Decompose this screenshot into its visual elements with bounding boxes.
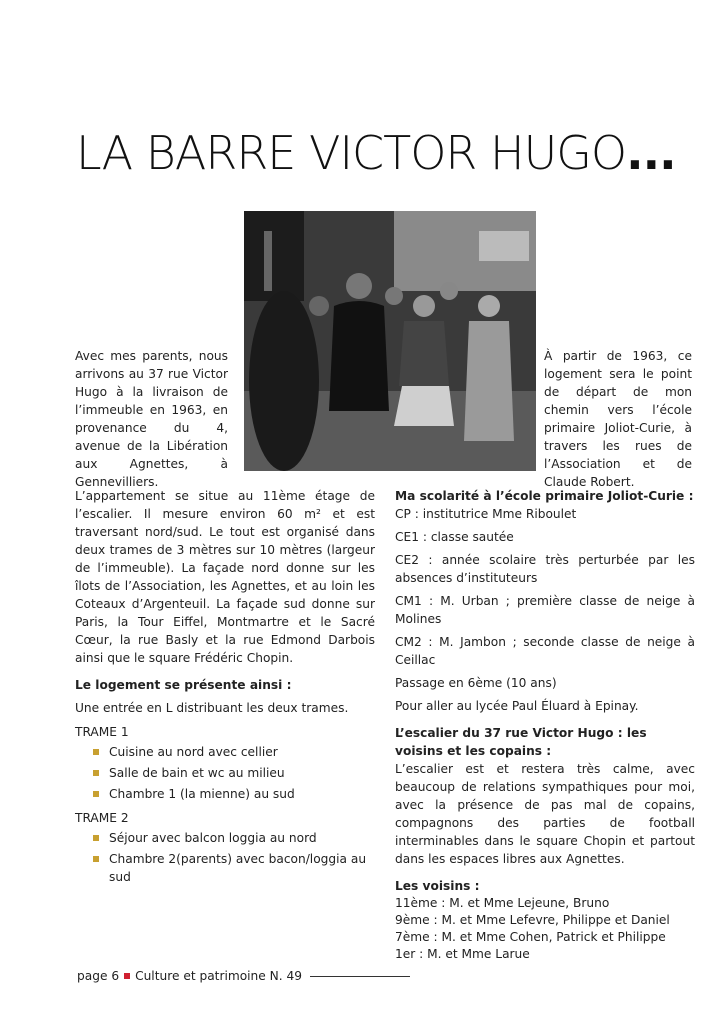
voisins-list <box>395 895 695 963</box>
trame-2-label: TRAME 2 <box>75 811 129 825</box>
escalier-heading: L’escalier du 37 rue Victor Hugo : les voisins et les copains : <box>395 726 647 758</box>
bullet-icon <box>93 791 99 797</box>
publication-name: Culture et patrimoine N. 49 <box>135 969 303 983</box>
archive-photo <box>244 211 536 471</box>
page-footer <box>77 969 410 983</box>
apartment-description: L’appartement se situe au 11ème étage de l’escalier. Il mesure environ 60 m² et est traversant nord/sud. Le tout est organisé dans deux trames de 3 mètres sur 10 mètres (largeur de l’immeuble). La façade nord donne sur les îlots de l’Association, les Agnettes, et au loin les Coteaux d’Argenteuil. La façade sud donne sur Paris, la Tour Eiffel, Montmartre et le Sacré Cœur, la rue Basly et la rue Edmond Darbois ainsi que le square Frédéric Chopin. <box>75 489 375 665</box>
right-column <box>395 487 695 963</box>
title-ellipsis: ... <box>626 126 676 180</box>
trame-1-label: TRAME 1 <box>75 725 129 739</box>
intro-left <box>75 347 228 491</box>
page-number: page 6 <box>77 969 120 983</box>
voisin-line: 7ème : M. et Mme Cohen, Patrick et Philippe <box>395 930 666 944</box>
list-item <box>75 764 375 782</box>
scolarite-line: Pour aller au lycée Paul Éluard à Epinay. <box>395 699 639 713</box>
left-column <box>75 487 375 889</box>
scolarite-line: CP : institutrice Mme Riboulet <box>395 507 577 521</box>
voisin-line: 11ème : M. et Mme Lejeune, Bruno <box>395 896 610 910</box>
trame-2-list <box>75 829 375 886</box>
list-item-text: Cuisine au nord avec cellier <box>109 745 278 759</box>
voisin-line: 1er : M. et Mme Larue <box>395 947 530 961</box>
intro-left-text: Avec mes parents, nous arrivons au 37 rue Victor Hugo à la livraison de l’immeuble en 1963, en provenance du 4, avenue de la Libération aux Agnettes, à Gennevilliers. <box>75 349 228 489</box>
bullet-icon <box>93 835 99 841</box>
intro-right-text: À partir de 1963, ce logement sera le point de départ de mon chemin vers l’école primaire Joliot-Curie, à travers les rues de l’Association et de Claude Robert. <box>544 349 692 489</box>
escalier-text: L’escalier est et restera très calme, avec beaucoup de relations sympathiques pour moi, avec la présence de pas mal de copains, compagnons des parties de football interminables dans le square Chopin et partout dans les espaces libres aux Agnettes. <box>395 762 695 866</box>
scolarite-line: Passage en 6ème (10 ans) <box>395 676 557 690</box>
trame-1-list <box>75 743 375 803</box>
title-text: LA BARRE VICTOR HUGO <box>76 126 627 180</box>
bullet-icon <box>93 770 99 776</box>
footer-rule <box>310 976 410 977</box>
list-item <box>75 785 375 803</box>
voisin-line: 9ème : M. et Mme Lefevre, Philippe et Daniel <box>395 913 670 927</box>
scolarite-heading: Ma scolarité à l’école primaire Joliot-Curie : <box>395 489 694 503</box>
scolarite-line: CE1 : classe sautée <box>395 530 514 544</box>
intro-right <box>544 347 692 491</box>
square-separator-icon <box>124 973 130 979</box>
bullet-icon <box>93 749 99 755</box>
list-item-text: Chambre 1 (la mienne) au sud <box>109 787 295 801</box>
bullet-icon <box>93 856 99 862</box>
logement-heading: Le logement se présente ainsi : <box>75 678 292 692</box>
list-item <box>75 850 375 886</box>
entree-text: Une entrée en L distribuant les deux trames. <box>75 701 349 715</box>
list-item <box>75 743 375 761</box>
scolarite-line: CM1 : M. Urban ; première classe de neige à Molines <box>395 594 695 626</box>
list-item <box>75 829 375 847</box>
voisins-heading: Les voisins : <box>395 879 480 893</box>
list-item-text: Chambre 2(parents) avec bacon/loggia au sud <box>109 852 367 884</box>
scolarite-line: CM2 : M. Jambon ; seconde classe de neige à Ceillac <box>395 635 695 667</box>
scolarite-line: CE2 : année scolaire très perturbée par les absences d’instituteurs <box>395 553 695 585</box>
page-title <box>76 118 716 188</box>
list-item-text: Salle de bain et wc au milieu <box>109 766 285 780</box>
list-item-text: Séjour avec balcon loggia au nord <box>109 831 317 845</box>
